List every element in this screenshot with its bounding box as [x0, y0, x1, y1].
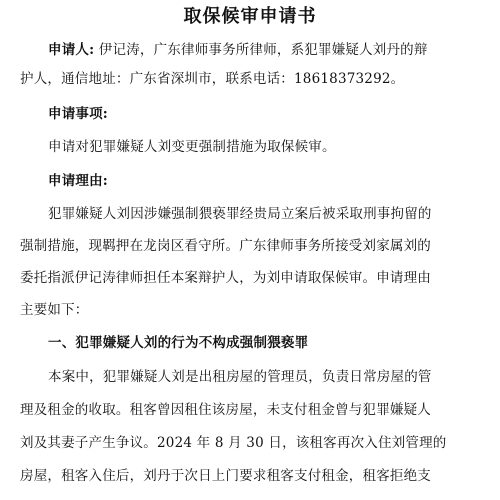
matter-label: 申请事项:	[48, 106, 108, 122]
section-paragraph-line: 本案中，犯罪嫌疑人刘是出租房屋的管理员，负责日常房屋的管	[48, 369, 432, 385]
matter-text: 申请对犯罪嫌疑人刘变更强制措施为取保候审。	[48, 139, 336, 155]
reason-paragraph-line: 犯罪嫌疑人刘因涉嫌强制猥亵罪经贵局立案后被采取刑事拘留的	[48, 206, 432, 222]
section-paragraph-line: 刘及其妻子产生争议。2024 年 8 月 30 日，该租客再次入住刘管理的	[20, 435, 447, 451]
section-paragraph-line: 理及租金的收取。租客曾因租住该房屋，未支付租金曾与犯罪嫌疑人	[20, 402, 431, 418]
applicant-text-1: 伊记涛，广东律师事务所律师，系犯罪嫌疑人刘丹的辩	[94, 42, 428, 58]
reason-paragraph-line: 强制措施，现羁押在龙岗区看守所。广东律师事务所接受刘家属刘的	[20, 238, 431, 254]
section-heading: 一、犯罪嫌疑人刘的行为不构成强制猥亵罪	[48, 335, 309, 351]
applicant-line-2: 护人，通信地址：广东省深圳市，联系电话：18618373292。	[20, 71, 405, 87]
reason-label: 申请理由:	[48, 173, 108, 189]
reason-paragraph-line: 委托指派伊记涛律师担任本案辩护人，为刘申请取保候审。申请理由	[20, 270, 431, 286]
section-paragraph-line: 房屋，租客入住后，刘丹于次日上门要求租客支付租金，租客拒绝支	[20, 468, 431, 484]
applicant-label: 申请人:	[48, 42, 95, 58]
applicant-line-1	[48, 41, 428, 59]
document-title: 取保候审申请书	[183, 6, 317, 27]
reason-paragraph-line: 主要如下：	[20, 302, 89, 318]
